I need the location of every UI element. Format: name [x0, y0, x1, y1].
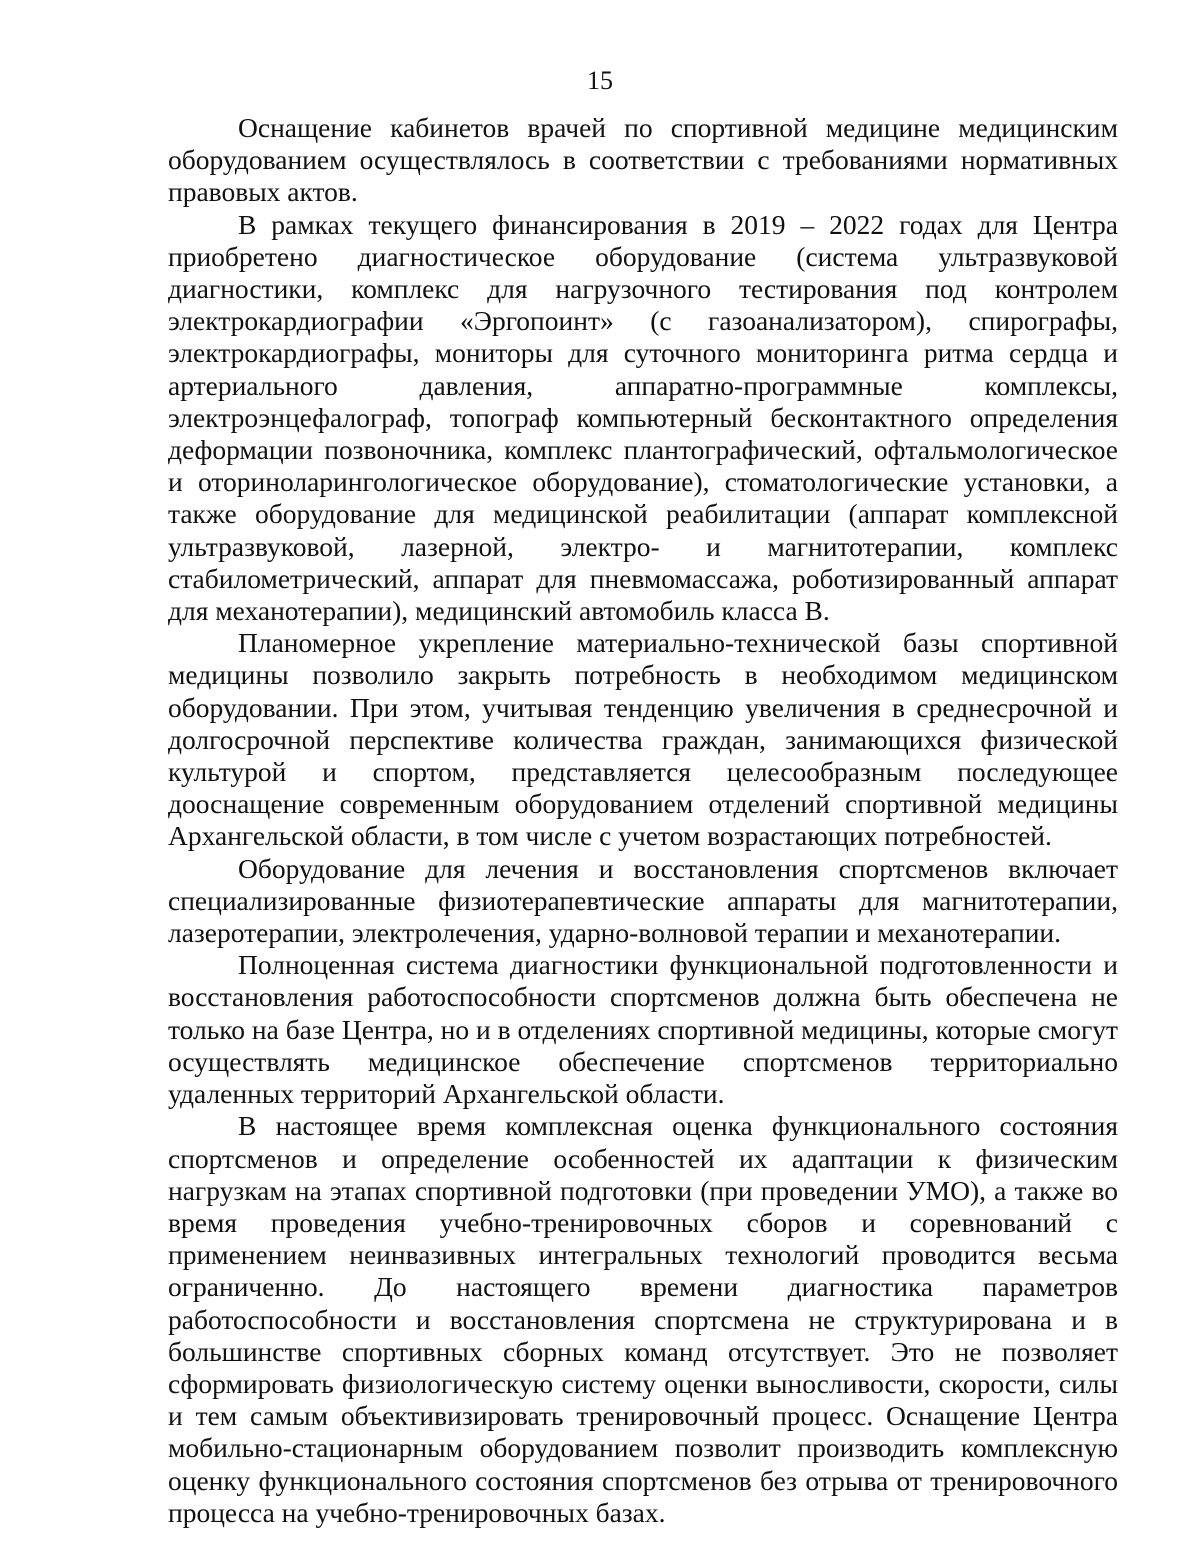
document-body — [168, 112, 1118, 1529]
paragraph-financing-2019-2022: В рамках текущего финансирования в 2019 – 2022 годах для Центра приобретено диагностическое оборудование (система ультразвуковой диагностики, комплекс для нагрузочного тестирования под контролем электрокардиографии «Эргопоинт» (с газоанализатором), спирографы, электрокардиографы, мониторы для суточного мониторинга ритма сердца и артериального давления, аппаратно-программные комплексы, электроэнцефалограф, топограф компьютерный бесконтактного определения деформации позвоночника, комплекс плантографический, офтальмологическое и оториноларингологическое оборудование), стоматологические установки, а также оборудование для медицинской реабилитации (аппарат комплексной ультразвуковой, лазерной, электро- и магнитотерапии, комплекс стабилометрический, аппарат для пневмомассажа, роботизированный аппарат для механотерапии), медицинский автомобиль класса B. — [168, 208, 1118, 627]
paragraph-current-assessment: В настоящее время комплексная оценка функционального состояния спортсменов и определение особенностей их адаптации к физическим нагрузкам на этапах спортивной подготовки (при проведении УМО), а также во время проведения учебно-тренировочных сборов и соревнований с применением неинвазивных интегральных технологий проводится весьма ограниченно. До настоящего времени диагностика параметров работоспособности и восстановления спортсмена не структурирована и в большинстве спортивных сборных команд отсутствует. Это не позволяет сформировать физиологическую систему оценки выносливости, скорости, силы и тем самым объективизировать тренировочный процесс. Оснащение Центра мобильно-стационарным оборудованием позволит производить комплексную оценку функционального состояния спортсменов без отрыва от тренировочного процесса на учебно-тренировочных базах. — [168, 1110, 1118, 1528]
paragraph-equipment-offices: Оснащение кабинетов врачей по спортивной медицине медицинским оборудованием осуществлялось в соответствии с требованиями нормативных правовых актов. — [168, 112, 1118, 208]
paragraph-diagnostic-system: Полноценная система диагностики функциональной подготовленности и восстановления работоспособности спортсменов должна быть обеспечена не только на базе Центра, но и в отделениях спортивной медицины, которые смогут осуществлять медицинское обеспечение спортсменов территориально удаленных территорий Архангельской области. — [168, 949, 1118, 1110]
page-number: 15 — [587, 66, 613, 95]
paragraph-treatment-equipment: Оборудование для лечения и восстановления спортсменов включает специализированные физиотерапевтические аппараты для магнитотерапии, лазеротерапии, электролечения, ударно-волновой терапии и механотерапии. — [168, 852, 1118, 949]
paragraph-material-base: Планомерное укрепление материально-технической базы спортивной медицины позволило закрыть потребность в необходимом медицинском оборудовании. При этом, учитывая тенденцию увеличения в среднесрочной и долгосрочной перспективе количества граждан, занимающихся физической культурой и спортом, представляется целесообразным последующее дооснащение современным оборудованием отделений спортивной медицины Архангельской области, в том числе с учетом возрастающих потребностей. — [168, 627, 1118, 852]
